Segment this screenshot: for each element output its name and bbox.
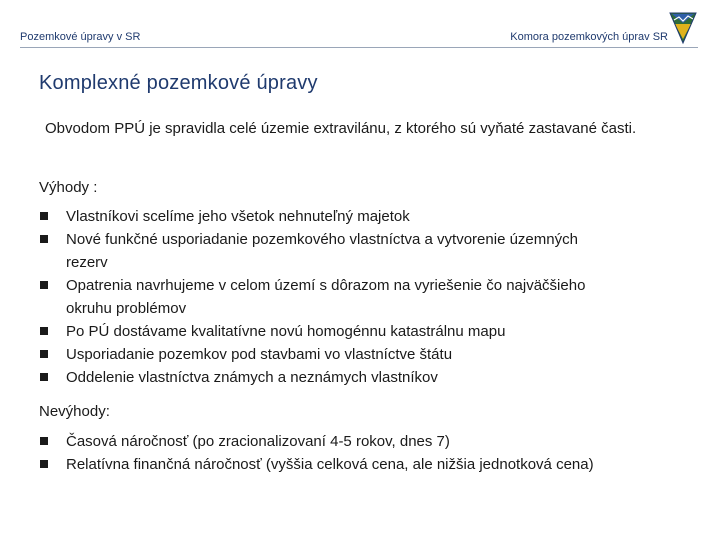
list-item: Opatrenia navrhujeme v celom území s dôrazom na vyriešenie čo najväčšieho okruhu problémov xyxy=(39,274,619,320)
bullet-square-icon xyxy=(40,235,48,243)
header-right-text: Komora pozemkových úprav SR xyxy=(510,31,668,43)
intro-paragraph: Obvodom PPÚ je spravidla celé územie extravilánu, z ktorého sú vyňaté zastavané časti. xyxy=(45,120,637,137)
list-item: Usporiadanie pozemkov pod stavbami vo vlastníctve štátu xyxy=(39,343,619,366)
advantages-label: Výhody : xyxy=(39,179,98,196)
header-divider xyxy=(20,47,698,48)
list-item: Časová náročnosť (po zracionalizovaní 4-5 rokov, dnes 7) xyxy=(39,430,619,453)
disadvantages-label: Nevýhody: xyxy=(39,403,110,420)
bullet-square-icon xyxy=(40,212,48,220)
bullet-square-icon xyxy=(40,437,48,445)
list-item: Po PÚ dostávame kvalitatívne novú homogénnu katastrálnu mapu xyxy=(39,320,619,343)
list-item: Nové funkčné usporiadanie pozemkového vlastníctva a vytvorenie územných rezerv xyxy=(39,228,619,274)
list-item: Vlastníkovi scelíme jeho všetok nehnuteľný majetok xyxy=(39,205,619,228)
disadvantages-list xyxy=(39,430,619,476)
advantages-list xyxy=(39,205,619,389)
list-item: Relatívna finančná náročnosť (vyššia celková cena, ale nižšia jednotková cena) xyxy=(39,453,619,476)
bullet-square-icon xyxy=(40,281,48,289)
bullet-square-icon xyxy=(40,327,48,335)
bullet-square-icon xyxy=(40,373,48,381)
bullet-square-icon xyxy=(40,350,48,358)
list-item: Oddelenie vlastníctva známych a neznámych vlastníkov xyxy=(39,366,619,389)
organization-logo xyxy=(668,9,698,45)
bullet-square-icon xyxy=(40,460,48,468)
slide-title: Komplexné pozemkové úpravy xyxy=(39,72,318,94)
header-left-text: Pozemkové úpravy v SR xyxy=(20,31,141,43)
